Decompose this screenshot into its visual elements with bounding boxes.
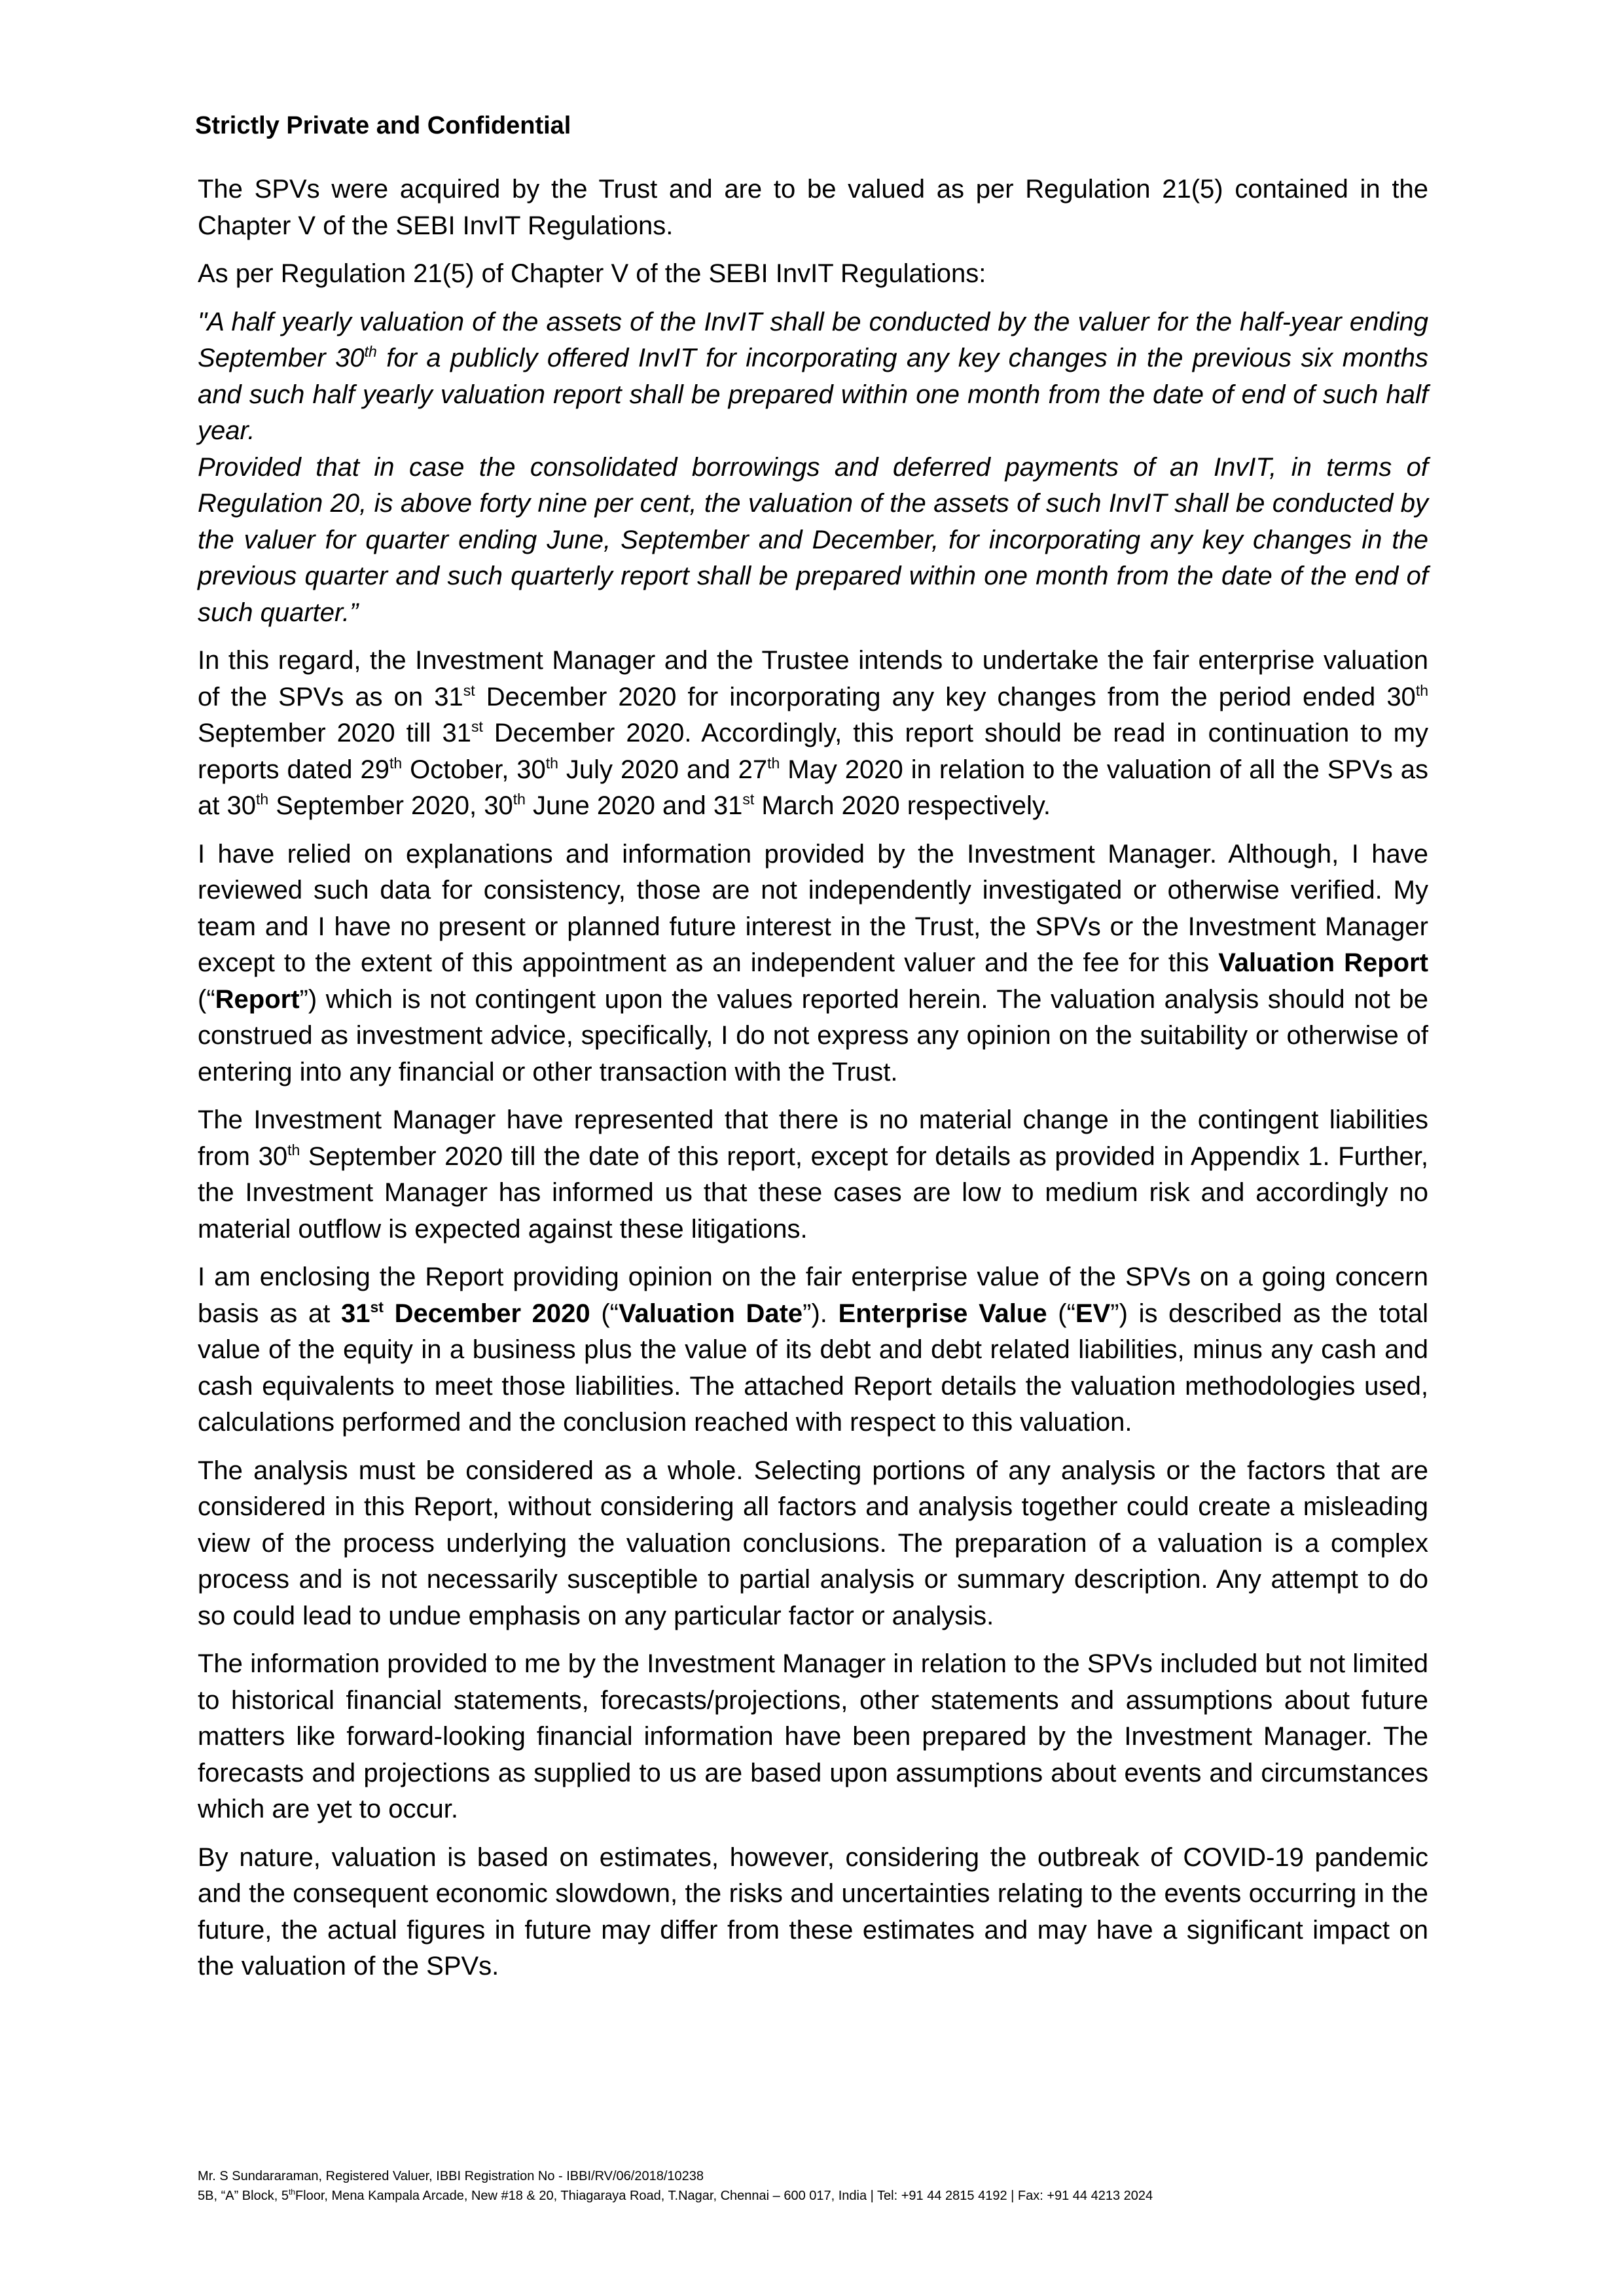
paragraph-analysis-whole: The analysis must be considered as a whole. Selecting portions of any analysis or the factors that are considered in this Report, without considering all factors and analysis together could create a misleading view of the process underlying the valuation conclusions. The preparation of a valuation is a complex process and is not necessarily susceptible to partial analysis or summary description. Any attempt to do so could lead to undue emphasis on any particular factor or analysis. xyxy=(198,1456,1428,1630)
quote-quarterly-valuation: Provided that in case the consolidated borrowings and deferred payments of an InvIT, in terms of Regulation 20, is above forty nine per cent, the valuation of the assets of such InvIT shall be conducted by the valuer for quarter ending June, September and December, for incorporating any key changes in the previous quarter and such quarterly report shall be prepared within one month from the date of the end of such quarter.” xyxy=(198,452,1428,627)
paragraph-information-provided: The information provided to me by the Investment Manager in relation to the SPVs included but not limited to historical financial statements, forecasts/projections, other statements and assumptions about future matters like forward-looking financial information have been prepared by the Investment Manager. The forecasts and projections as supplied to us are based upon assumptions about events and circumstances which are yet to occur. xyxy=(198,1649,1428,1823)
paragraph-covid-estimates: By nature, valuation is based on estimates, however, considering the outbreak of COVID-19 pandemic and the consequent economic slowdown, the risks and uncertainties relating to the events occurring in the future, the actual figures in future may differ from these estimates and may have a significant impact on the valuation of the SPVs. xyxy=(198,1842,1428,1981)
paragraph-spv-acquisition: The SPVs were acquired by the Trust and are to be valued as per Regulation 21(5) contained in the Chapter V of the SEBI InvIT Regulations. xyxy=(198,175,1428,240)
paragraph-contingent-liabilities: The Investment Manager have represented that there is no material change in the contingent liabilities from 30th September 2020 till the date of this report, except for details as provided in Appendix 1. Further, the Investment Manager has informed us that these cases are low to medium risk and accordingly no material outflow is expected against these litigations. xyxy=(198,1105,1428,1244)
body-text xyxy=(198,171,1428,1997)
paragraph-regulation-intro: As per Regulation 21(5) of Chapter V of the SEBI InvIT Regulations: xyxy=(198,259,986,288)
footer-address-line: 5B, “A” Block, 5thFloor, Mena Kampala Arcade, New #18 & 20, Thiagaraya Road, T.Nagar, Chennai – 600 017, India | Tel: +91 44 2815 4192 | Fax: +91 44 4213 2024 xyxy=(198,2187,1153,2203)
confidential-heading: Strictly Private and Confidential xyxy=(195,112,571,139)
footer-valuer-line: Mr. S Sundararaman, Registered Valuer, IBBI Registration No - IBBI/RV/06/2018/10238 xyxy=(198,2169,704,2183)
paragraph-valuation-regard: In this regard, the Investment Manager and the Trustee intends to undertake the fair enterprise valuation of the SPVs as on 31st December 2020 for incorporating any key changes from the period ended 30th September 2020 till 31st December 2020. Accordingly, this report should be read in continuation to my reports dated 29th October, 30th July 2020 and 27th May 2020 in relation to the valuation of all the SPVs as at 30th September 2020, 30th June 2020 and 31st March 2020 respectively. xyxy=(198,646,1428,820)
paragraph-enterprise-value: I am enclosing the Report providing opinion on the fair enterprise value of the SPVs on a going concern basis as at 31st December 2020 (“Valuation Date”). Enterprise Value (“EV”) is described as the total value of the equity in a business plus the value of its debt and debt related liabilities, minus any cash and cash equivalents to meet those liabilities. The attached Report details the valuation methodologies used, calculations performed and the conclusion reached with respect to this valuation. xyxy=(198,1263,1428,1437)
quote-half-yearly-valuation: "A half yearly valuation of the assets of the InvIT shall be conducted by the valuer for the half-year ending September 30th for a publicly offered InvIT for incorporating any key changes in the previous six months and such half yearly valuation report shall be prepared within one month from the date of end of such half year. xyxy=(198,307,1428,445)
page-footer xyxy=(198,2166,1153,2206)
paragraph-reliance: I have relied on explanations and information provided by the Investment Manager. Although, I have reviewed such data for consistency, those are not independently investigated or otherwise verified. My team and I have no present or planned future interest in the Trust, the SPVs or the Investment Manager except to the extent of this appointment as an independent valuer and the fee for this Valuation Report (“Report”) which is not contingent upon the values reported herein. The valuation analysis should not be construed as investment advice, specifically, I do not express any opinion on the suitability or otherwise of entering into any financial or other transaction with the Trust. xyxy=(198,839,1428,1086)
